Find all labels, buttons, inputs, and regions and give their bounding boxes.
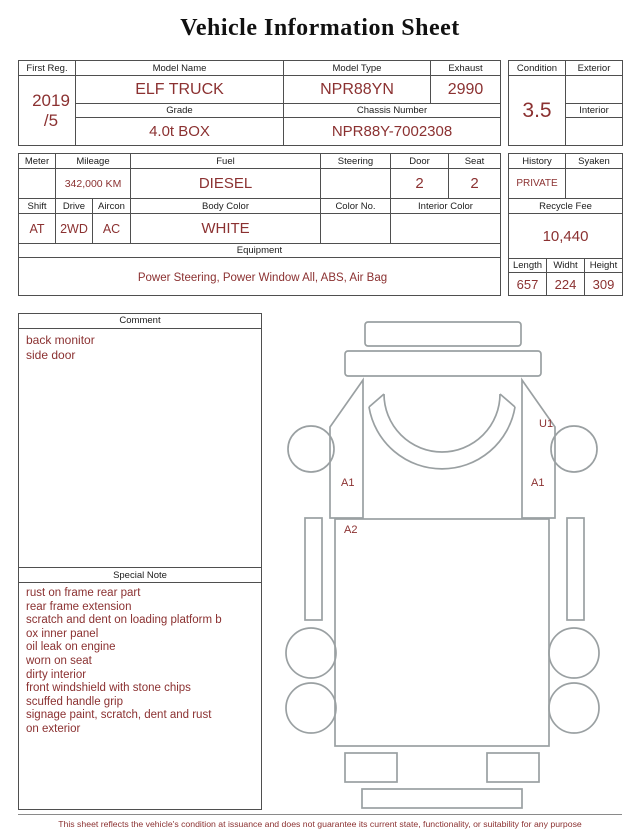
interior-label: Interior bbox=[566, 104, 623, 118]
height-value: 309 bbox=[585, 273, 623, 296]
mileage-value: 342,000 KM bbox=[56, 169, 131, 199]
model-type-value: NPR88YN bbox=[284, 76, 431, 104]
special-note-line: front windshield with stone chips bbox=[26, 682, 191, 695]
rear-frame-left bbox=[345, 753, 397, 782]
comment-line: back monitor bbox=[26, 333, 95, 347]
syaken-label: Syaken bbox=[566, 154, 623, 169]
equipment-label: Equipment bbox=[19, 244, 501, 258]
special-note-line: worn on seat bbox=[26, 654, 92, 667]
grade-label: Grade bbox=[76, 104, 284, 118]
first-reg-month: /5 bbox=[43, 110, 59, 130]
length-value: 657 bbox=[509, 273, 547, 296]
meter-label: Meter bbox=[19, 154, 56, 169]
history-table bbox=[508, 153, 623, 296]
truck-diagram bbox=[281, 315, 632, 812]
defect-mark-a1-left: A1 bbox=[341, 477, 355, 489]
model-name-label: Model Name bbox=[76, 61, 284, 76]
truck-roof-panel bbox=[365, 322, 521, 346]
syaken-value-empty bbox=[566, 169, 623, 199]
recycle-fee-value: 10,440 bbox=[509, 214, 623, 259]
exterior-label: Exterior bbox=[566, 61, 623, 76]
mileage-label: Mileage bbox=[56, 154, 131, 169]
windshield-arc-outer bbox=[369, 407, 515, 469]
page-title: Vehicle Information Sheet bbox=[180, 15, 460, 41]
shift-label: Shift bbox=[19, 199, 56, 214]
chassis-number-label: Chassis Number bbox=[284, 104, 501, 118]
model-name-value: ELF TRUCK bbox=[76, 76, 284, 104]
first-reg-value bbox=[19, 76, 76, 146]
windshield-arc-ends bbox=[369, 394, 515, 407]
rear-wheel-right-rear bbox=[549, 683, 599, 733]
special-note-body bbox=[19, 583, 261, 741]
truck-front-panel bbox=[345, 351, 541, 376]
exhaust-value: 2990 bbox=[431, 76, 501, 104]
condition-table bbox=[508, 60, 623, 146]
first-reg-year: 2019 bbox=[32, 90, 70, 110]
special-note-line: scuffed handle grip bbox=[26, 695, 123, 708]
special-note-line: rear frame extension bbox=[26, 600, 132, 613]
left-side-skirt bbox=[305, 518, 322, 620]
drive-value: 2WD bbox=[56, 214, 93, 244]
comment-body bbox=[19, 329, 261, 567]
grade-value: 4.0t BOX bbox=[76, 118, 284, 146]
width-value: 224 bbox=[547, 273, 585, 296]
length-label: Length bbox=[509, 259, 547, 273]
rear-wheel-left-rear bbox=[286, 683, 336, 733]
first-reg-label: First Reg. bbox=[19, 61, 76, 76]
special-note-line: rust on frame rear part bbox=[26, 587, 141, 599]
special-note-line: oil leak on engine bbox=[26, 641, 116, 654]
color-no-label: Color No. bbox=[321, 199, 391, 214]
exhaust-label: Exhaust bbox=[431, 61, 501, 76]
meter-value-empty bbox=[19, 169, 56, 199]
seat-label: Seat bbox=[449, 154, 501, 169]
comment-header: Comment bbox=[19, 314, 261, 329]
registration-table bbox=[18, 60, 501, 146]
exterior-value-empty bbox=[566, 76, 623, 104]
front-wheel-right bbox=[551, 426, 597, 472]
recycle-fee-label: Recycle Fee bbox=[509, 199, 623, 214]
defect-mark-u1: U1 bbox=[539, 418, 554, 430]
history-value: PRIVATE bbox=[509, 169, 566, 199]
width-label: Widht bbox=[547, 259, 585, 273]
cargo-box bbox=[335, 519, 549, 746]
interior-color-value-empty bbox=[391, 214, 501, 244]
condition-label: Condition bbox=[509, 61, 566, 76]
fuel-value: DIESEL bbox=[131, 169, 321, 199]
rear-wheel-left-front bbox=[286, 628, 336, 678]
windshield-arc-inner bbox=[384, 394, 500, 452]
equipment-value: Power Steering, Power Window All, ABS, Air Bag bbox=[19, 258, 501, 296]
interior-color-label: Interior Color bbox=[391, 199, 501, 214]
drive-label: Drive bbox=[56, 199, 93, 214]
special-note-line: ox inner panel bbox=[26, 627, 99, 640]
interior-value-empty bbox=[566, 118, 623, 146]
body-color-label: Body Color bbox=[131, 199, 321, 214]
chassis-number-value: NPR88Y-7002308 bbox=[284, 118, 501, 146]
cab-right-side bbox=[522, 380, 555, 518]
rear-frame-right bbox=[487, 753, 539, 782]
defect-mark-a1-right: A1 bbox=[531, 477, 545, 489]
special-note-line: on exterior bbox=[26, 722, 81, 735]
specs-table bbox=[18, 153, 501, 296]
comment-box bbox=[18, 313, 262, 810]
rear-wheel-right-front bbox=[549, 628, 599, 678]
disclaimer-text: This sheet reflects the vehicle's condition at issuance and does not guarantee its current state, functionality, or suitability for any purpose bbox=[18, 814, 622, 829]
door-label: Door bbox=[391, 154, 449, 169]
right-side-skirt bbox=[567, 518, 584, 620]
aircon-label: Aircon bbox=[93, 199, 131, 214]
seat-value: 2 bbox=[449, 169, 501, 199]
height-label: Height bbox=[585, 259, 623, 273]
steering-label: Steering bbox=[321, 154, 391, 169]
aircon-value: AC bbox=[93, 214, 131, 244]
condition-value: 3.5 bbox=[509, 76, 566, 146]
special-note-line: signage paint, scratch, dent and rust bbox=[26, 709, 212, 722]
special-note-line: dirty interior bbox=[26, 668, 87, 681]
special-note-header: Special Note bbox=[19, 567, 261, 583]
rear-bumper bbox=[362, 789, 522, 808]
steering-value-empty bbox=[321, 169, 391, 199]
comment-line: side door bbox=[26, 348, 76, 362]
special-note-line: scratch and dent on loading platform b bbox=[26, 614, 222, 627]
defect-mark-a2: A2 bbox=[344, 524, 358, 536]
history-label: History bbox=[509, 154, 566, 169]
door-value: 2 bbox=[391, 169, 449, 199]
cab-left-side bbox=[330, 380, 363, 518]
color-no-value-empty bbox=[321, 214, 391, 244]
body-color-value: WHITE bbox=[131, 214, 321, 244]
shift-value: AT bbox=[19, 214, 56, 244]
front-wheel-left bbox=[288, 426, 334, 472]
model-type-label: Model Type bbox=[284, 61, 431, 76]
fuel-label: Fuel bbox=[131, 154, 321, 169]
